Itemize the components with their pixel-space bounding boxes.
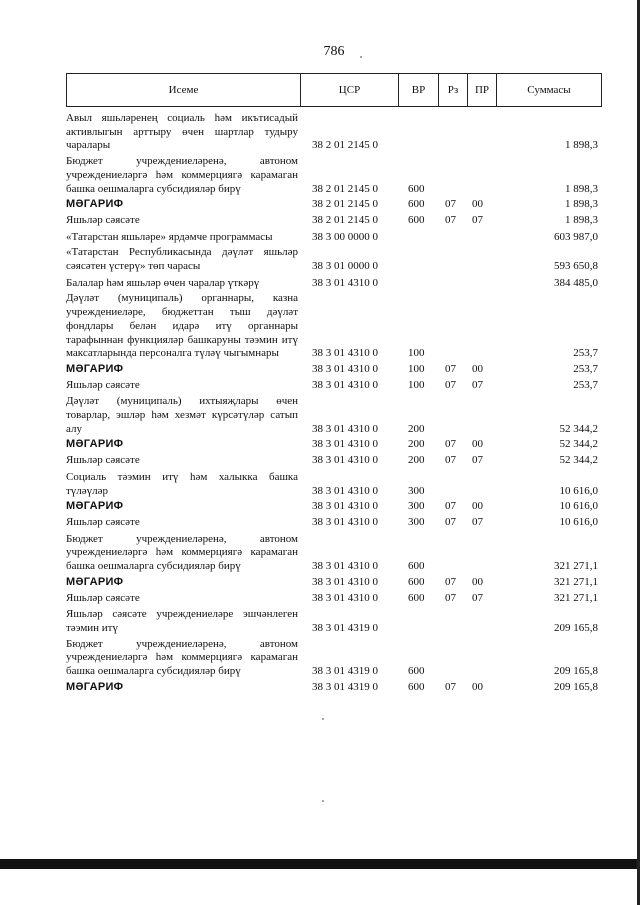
table-row xyxy=(66,471,602,498)
page-number: 786 xyxy=(323,44,345,59)
row-sum: 253,7 xyxy=(573,378,598,391)
table-row xyxy=(66,395,602,436)
row-name: Яшьләр сәясәте xyxy=(66,378,140,391)
row-pr: 00 xyxy=(472,680,483,693)
row-vr: 600 xyxy=(408,560,425,573)
table-row xyxy=(66,500,602,514)
table-row xyxy=(66,608,602,635)
row-sum: 1 898,3 xyxy=(565,182,598,195)
row-name: МӘГАРИФ xyxy=(66,575,124,588)
row-vr: 600 xyxy=(408,213,425,226)
row-csr: 38 3 01 4310 0 xyxy=(312,378,378,391)
table-row xyxy=(66,454,602,468)
row-sum: 1 898,3 xyxy=(565,139,598,152)
row-sum: 321 271,1 xyxy=(554,591,598,604)
row-sum: 209 165,8 xyxy=(554,665,598,678)
row-name: «Татарстан Республикасында дәүләт яшьләр сәясәтен үстерү» төп чарасы xyxy=(66,246,298,273)
row-sum: 603 987,0 xyxy=(554,230,598,243)
row-csr: 38 3 01 4310 0 xyxy=(312,484,378,497)
row-vr: 200 xyxy=(408,454,425,467)
row-vr: 600 xyxy=(408,182,425,195)
table-row xyxy=(66,214,602,228)
row-vr: 200 xyxy=(408,422,425,435)
row-name: МӘГАРИФ xyxy=(66,680,124,693)
row-sum: 10 616,0 xyxy=(559,500,598,513)
row-pr: 00 xyxy=(472,575,483,588)
header-name: Исеме xyxy=(67,74,301,106)
row-pr: 07 xyxy=(472,454,483,467)
row-csr: 38 3 01 4310 0 xyxy=(312,575,378,588)
table-row xyxy=(66,533,602,574)
row-name: Социаль тәэмин итү һәм халыкка башка түләүләр xyxy=(66,470,298,497)
header-pr: ПР xyxy=(468,74,497,106)
row-name: МӘГАРИФ xyxy=(66,198,124,211)
row-pr: 07 xyxy=(472,515,483,528)
row-csr: 38 3 01 4319 0 xyxy=(312,621,378,634)
row-vr: 100 xyxy=(408,347,425,360)
row-name: Бюджет учреждениеләренә, автоном учреждениеләргә һәм коммерциягә карамаган башка оешмаларга субсидияләр бирү xyxy=(66,637,298,678)
row-name: Дәүләт (муниципаль) органнары, казна учреждениеләре, бюджеттан тыш дәүләт фондлары белән идарә итү органнары тарафыннан функцияләр башкаруны тәэмин итү максатларында персоналга түләү чыгымнары xyxy=(66,292,298,360)
table-row xyxy=(66,112,602,153)
row-csr: 38 3 01 4310 0 xyxy=(312,422,378,435)
row-sum: 253,7 xyxy=(573,347,598,360)
table-row xyxy=(66,681,602,695)
table-row xyxy=(66,438,602,452)
table-row xyxy=(66,379,602,393)
row-vr: 100 xyxy=(408,378,425,391)
row-vr: 600 xyxy=(408,575,425,588)
row-name: МӘГАРИФ xyxy=(66,362,124,375)
row-sum: 321 271,1 xyxy=(554,560,598,573)
row-csr: 38 3 01 4319 0 xyxy=(312,665,378,678)
row-pr: 00 xyxy=(472,438,483,451)
row-sum: 52 344,2 xyxy=(559,422,598,435)
row-pr: 00 xyxy=(472,362,483,375)
row-csr: 38 3 01 4310 0 xyxy=(312,438,378,451)
header-vr: ВР xyxy=(399,74,439,106)
row-vr: 600 xyxy=(408,591,425,604)
row-csr: 38 3 01 0000 0 xyxy=(312,260,378,273)
table-row xyxy=(66,638,602,679)
row-rz: 07 xyxy=(445,500,456,513)
table-row xyxy=(66,246,602,273)
row-rz: 07 xyxy=(445,213,456,226)
row-sum: 321 271,1 xyxy=(554,575,598,588)
row-vr: 600 xyxy=(408,665,425,678)
row-name: Бюджет учреждениеләренә, автоном учреждениеләргә һәм коммерциягә карамаган башка оешмаларга субсидияләр бирү xyxy=(66,155,298,195)
row-vr: 200 xyxy=(408,438,425,451)
table-row xyxy=(66,576,602,590)
row-vr: 300 xyxy=(408,484,425,497)
row-rz: 07 xyxy=(445,438,456,451)
row-vr: 300 xyxy=(408,515,425,528)
row-name: Яшьләр сәясәте учреждениеләре эшчәнлеген тәэмин итү xyxy=(66,608,298,634)
row-csr: 38 2 01 2145 0 xyxy=(312,139,378,152)
row-sum: 384 485,0 xyxy=(554,276,598,289)
row-sum: 209 165,8 xyxy=(554,621,598,634)
scan-bottom-border xyxy=(0,859,640,869)
row-csr: 38 3 01 4310 0 xyxy=(312,500,378,513)
row-sum: 10 616,0 xyxy=(559,515,598,528)
row-sum: 253,7 xyxy=(573,362,598,375)
row-sum: 1 898,3 xyxy=(565,198,598,211)
table-row xyxy=(66,363,602,377)
row-name: МӘГАРИФ xyxy=(66,438,124,451)
row-name: Авыл яшьләренең социаль һәм икътисадый активлыгын арттыру өчен шартлар тудыру чаралары xyxy=(66,112,298,152)
row-csr: 38 3 01 4319 0 xyxy=(312,680,378,693)
table-row xyxy=(66,592,602,606)
row-name: «Татарстан яшьләре» ярдәмче программасы xyxy=(66,230,273,243)
row-rz: 07 xyxy=(445,198,456,211)
table-row xyxy=(66,231,602,245)
row-rz: 07 xyxy=(445,591,456,604)
header-sum: Суммасы xyxy=(527,84,571,96)
row-vr: 100 xyxy=(408,362,425,375)
row-sum: 52 344,2 xyxy=(559,438,598,451)
row-vr: 300 xyxy=(408,500,425,513)
row-rz: 07 xyxy=(445,515,456,528)
row-csr: 38 3 01 4310 0 xyxy=(312,276,378,289)
table-body xyxy=(66,110,602,694)
row-sum: 10 616,0 xyxy=(559,484,598,497)
table-row xyxy=(66,277,602,291)
row-name: Яшьләр сәясәте xyxy=(66,213,140,226)
row-name: Яшьләр сәясәте xyxy=(66,515,140,528)
row-pr: 00 xyxy=(472,198,483,211)
row-csr: 38 3 01 4310 0 xyxy=(312,347,378,360)
row-name: Дәүләт (муниципаль) ихтыяҗлары өчен товарлар, эшләр һәм хезмәт күрсәтүләр сатып алу xyxy=(66,395,298,435)
row-csr: 38 2 01 2145 0 xyxy=(312,182,378,195)
row-csr: 38 2 01 2145 0 xyxy=(312,198,378,211)
row-csr: 38 3 01 4310 0 xyxy=(312,560,378,573)
row-sum: 209 165,8 xyxy=(554,680,598,693)
row-rz: 07 xyxy=(445,378,456,391)
row-csr: 38 3 00 0000 0 xyxy=(312,230,378,243)
table-row xyxy=(66,155,602,196)
row-vr: 600 xyxy=(408,680,425,693)
row-pr: 00 xyxy=(472,500,483,513)
header-rz: Рз xyxy=(439,74,468,106)
row-rz: 07 xyxy=(445,454,456,467)
row-name: МӘГАРИФ xyxy=(66,500,124,513)
row-sum: 52 344,2 xyxy=(559,454,598,467)
table-header xyxy=(66,73,602,107)
row-name: Яшьләр сәясәте xyxy=(66,454,140,467)
row-pr: 07 xyxy=(472,213,483,226)
row-rz: 07 xyxy=(445,575,456,588)
row-sum: 1 898,3 xyxy=(565,213,598,226)
row-csr: 38 3 01 4310 0 xyxy=(312,591,378,604)
row-rz: 07 xyxy=(445,362,456,375)
table-row xyxy=(66,292,602,361)
row-name: Яшьләр сәясәте xyxy=(66,591,140,604)
row-csr: 38 3 01 4310 0 xyxy=(312,362,378,375)
row-csr: 38 2 01 2145 0 xyxy=(312,213,378,226)
row-pr: 07 xyxy=(472,591,483,604)
row-csr: 38 3 01 4310 0 xyxy=(312,515,378,528)
header-csr: ЦСР xyxy=(301,74,399,106)
row-name: Бюджет учреждениеләренә, автоном учреждениеләргә һәм коммерциягә карамаган башка оешмаларга субсидияләр бирү xyxy=(66,532,298,573)
row-csr: 38 3 01 4310 0 xyxy=(312,454,378,467)
table-row xyxy=(66,516,602,530)
row-pr: 07 xyxy=(472,378,483,391)
table-row xyxy=(66,198,602,212)
row-name: Балалар һәм яшьләр өчен чаралар үткәрү xyxy=(66,276,260,289)
row-rz: 07 xyxy=(445,680,456,693)
row-vr: 600 xyxy=(408,198,425,211)
row-sum: 593 650,8 xyxy=(554,260,598,273)
